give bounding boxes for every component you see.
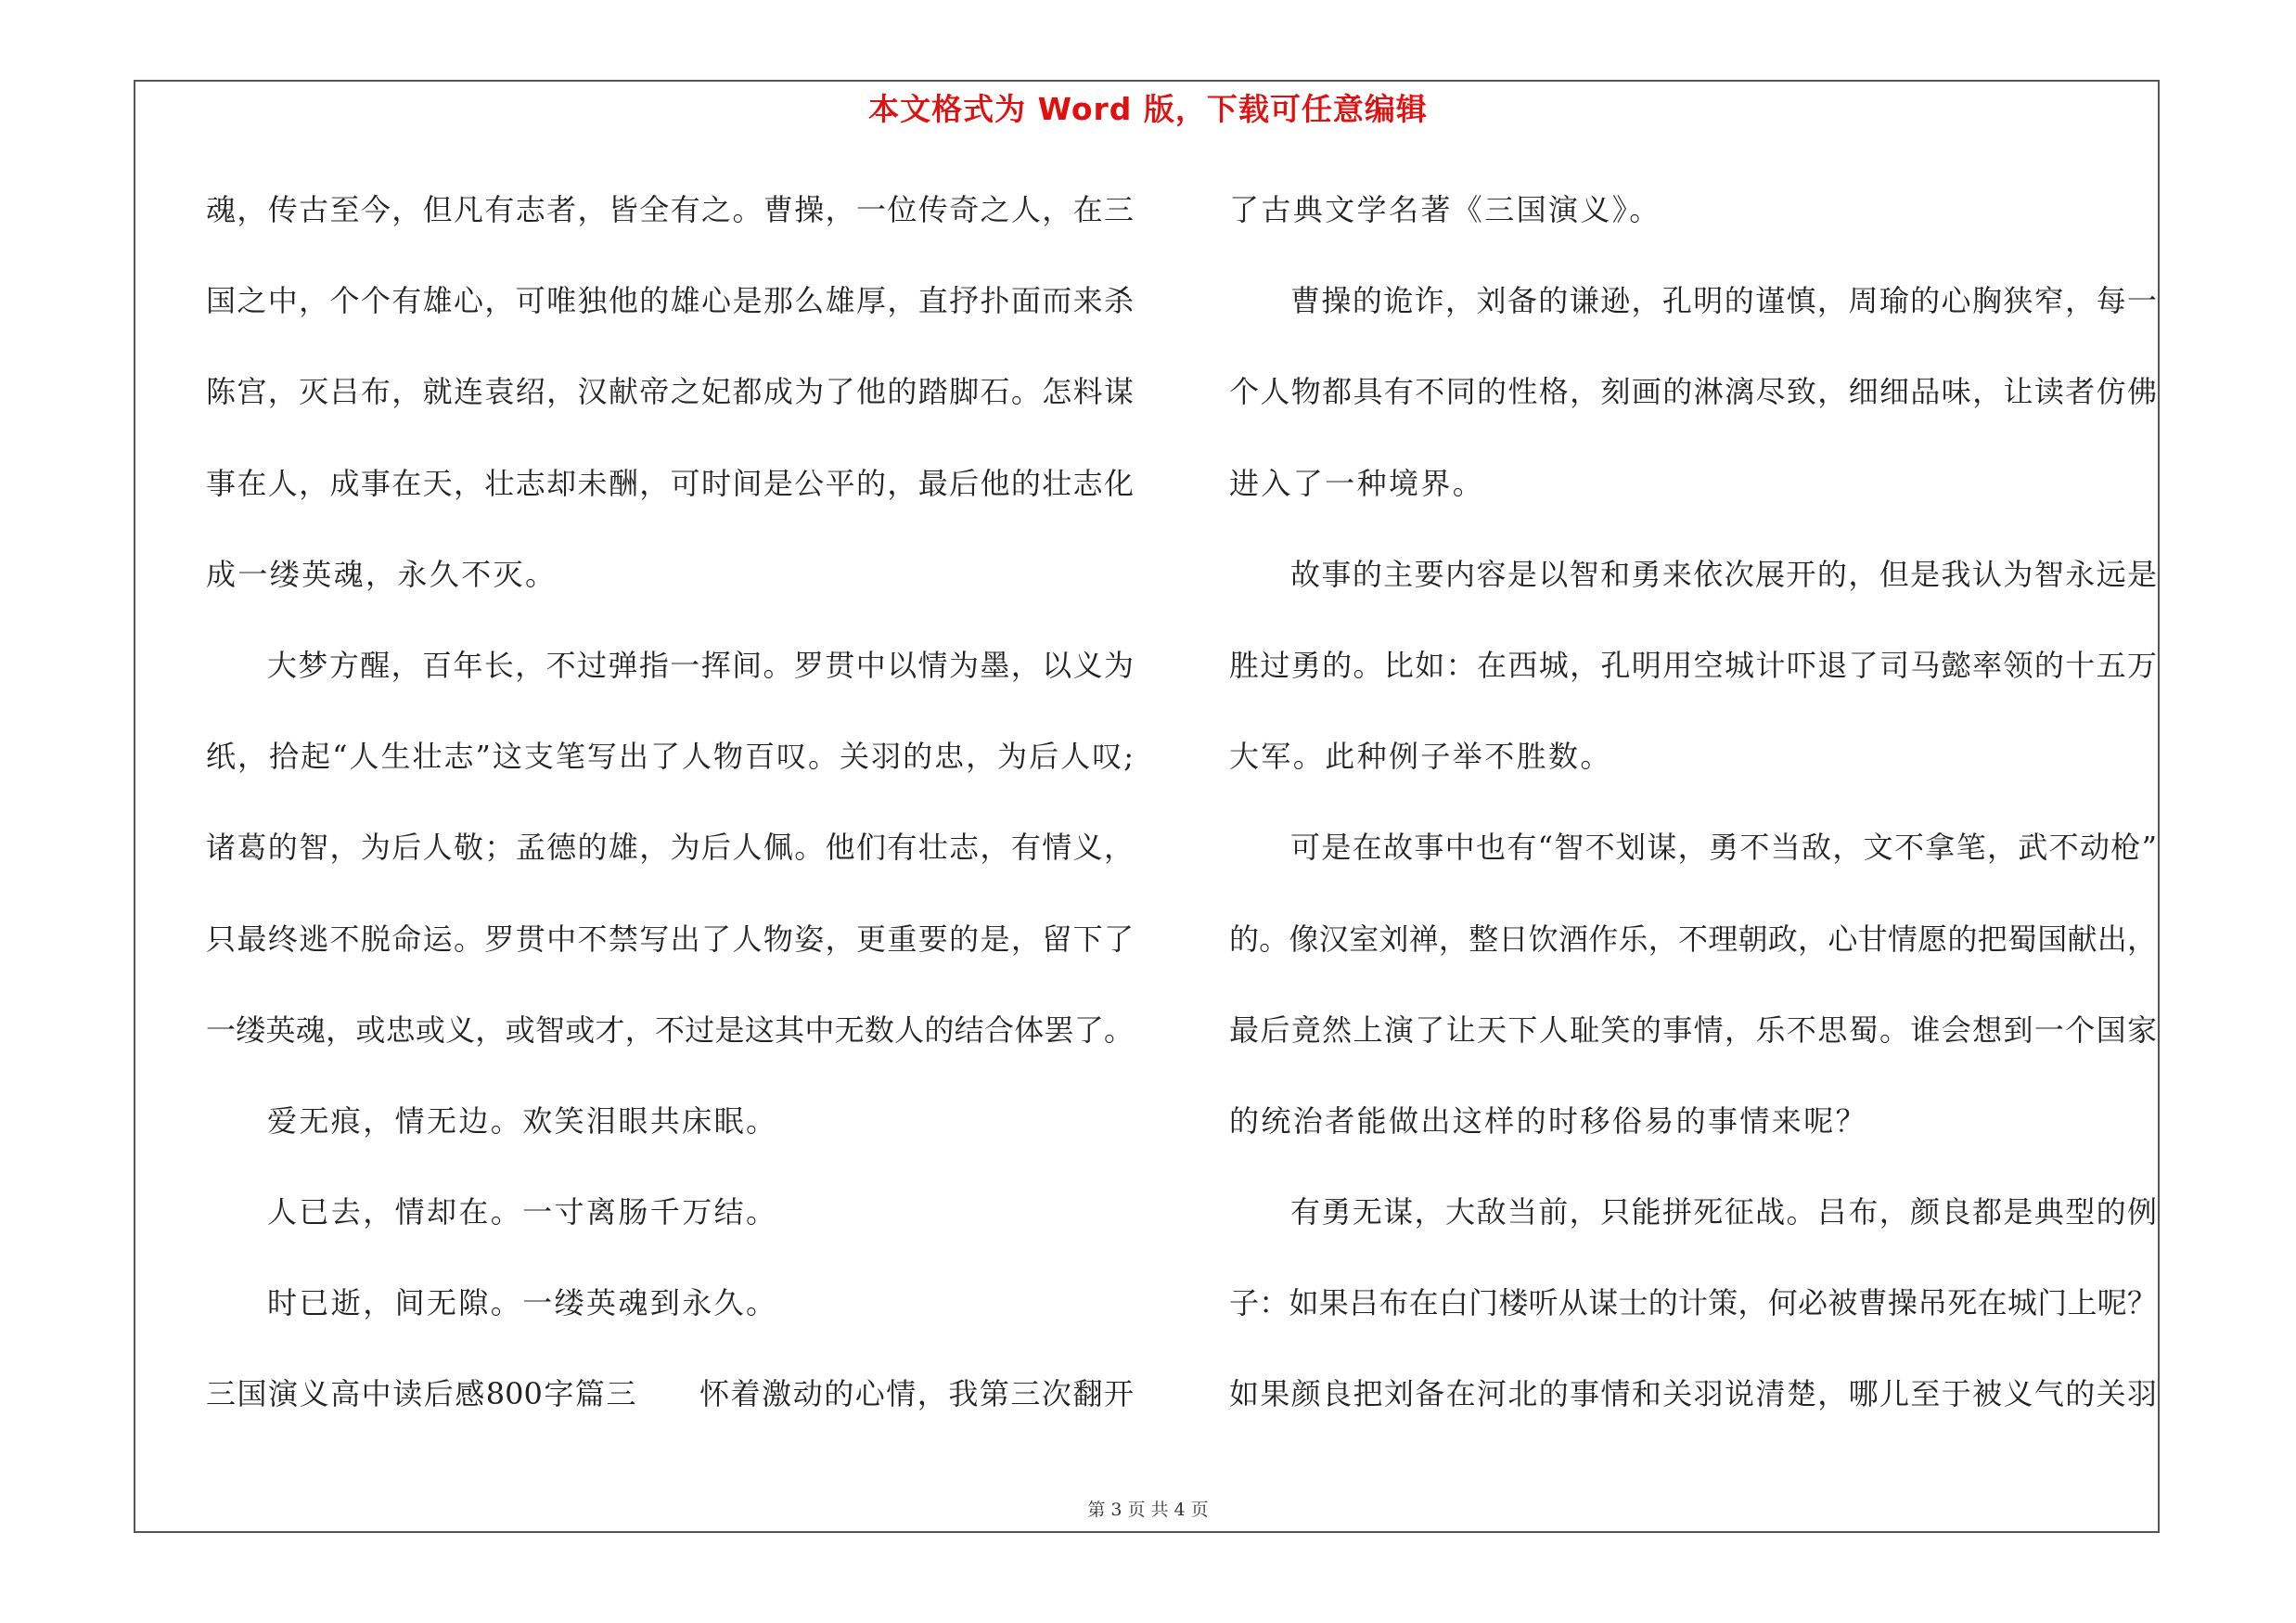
paragraph-start-line: 曹操的诡诈，刘备的谦逊，孔明的谨慎，周瑜的心胸狭窄，每一 <box>1290 283 2157 319</box>
paragraph-start-line: 时已逝，间无隙。一缕英魂到永久。 <box>267 1285 778 1321</box>
page-number-footer: 第 3 页 共 4 页 <box>1087 1500 1209 1520</box>
text-line: 最后竟然上演了让天下人耻笑的事情，乐不思蜀。谁会想到一个国家 <box>1229 1011 2157 1048</box>
text-line: 陈宫，灭吕布，就连袁绍，汉献帝之妃都成为了他的踏脚石。怎料谋 <box>206 374 1134 410</box>
paragraph-start-line: 爱无痕，情无边。欢笑泪眼共床眠。 <box>267 1102 778 1139</box>
text-line: 了古典文学名著《三国演义》。 <box>1229 192 1661 227</box>
text-line: 的。像汉室刘禅，整日饮酒作乐，不理朝政，心甘情愿的把蜀国献出， <box>1229 921 2157 957</box>
text-line: 纸，拾起“人生壮志”这支笔写出了人物百叹。关羽的忠，为后人叹; <box>206 739 1134 775</box>
text-line: 个人物都具有不同的性格，刻画的淋漓尽致，细细品味，让读者仿佛 <box>1229 374 2157 410</box>
text-line: 子：如果吕布在白门楼听从谋士的计策，何必被曹操吊死在城门上呢？ <box>1229 1285 2157 1321</box>
text-line: 国之中，个个有雄心，可唯独他的雄心是那么雄厚，直抒扑面而来杀 <box>206 283 1134 319</box>
text-line: 如果颜良把刘备在河北的事情和关羽说清楚，哪儿至于被义气的关羽 <box>1229 1376 2157 1412</box>
paragraph-start-line: 有勇无谋，大敌当前，只能拼死征战。吕布，颜良都是典型的例 <box>1290 1194 2157 1230</box>
text-line: 一缕英魂，或忠或义，或智或才，不过是这其中无数人的结合体罢了。 <box>206 1011 1134 1048</box>
left-text-column <box>206 182 1134 1458</box>
text-line: 的统治者能做出这样的时移俗易的事情来呢？ <box>1229 1102 1868 1139</box>
text-line: 大军。此种例子举不胜数。 <box>1229 739 1612 775</box>
text-line: 胜过勇的。比如：在西城，孔明用空城计吓退了司马懿率领的十五万 <box>1229 647 2157 683</box>
text-line: 只最终逃不脱命运。罗贯中不禁写出了人物姿，更重要的是，留下了 <box>206 921 1134 957</box>
paragraph-start-line: 人已去，情却在。一寸离肠千万结。 <box>267 1194 778 1230</box>
text-line: 魂，传古至今，但凡有志者，皆全有之。曹操，一位传奇之人，在三 <box>206 192 1134 227</box>
section-heading-line: 三国演义高中读后感800字篇三 怀着激动的心情，我第三次翻开 <box>206 1376 1134 1412</box>
text-line: 诸葛的智，为后人敬；孟德的雄，为后人佩。他们有壮志，有情义， <box>206 830 1134 866</box>
right-text-column <box>1229 182 2157 1458</box>
paragraph-start-line: 可是在故事中也有“智不划谋，勇不当敌，文不拿笔，武不动枪” <box>1290 830 2157 866</box>
text-line: 成一缕英魂，永久不灭。 <box>206 556 558 592</box>
text-line: 事在人，成事在天，壮志却未酬，可时间是公平的，最后他的壮志化 <box>206 465 1134 501</box>
paragraph-start-line: 大梦方醒，百年长，不过弹指一挥间。罗贯中以情为墨，以义为 <box>267 647 1134 683</box>
text-line: 进入了一种境界。 <box>1229 465 1485 501</box>
watermark-banner: 本文格式为 Word 版，下载可任意编辑 <box>868 91 1428 127</box>
paragraph-start-line: 故事的主要内容是以智和勇来依次展开的，但是我认为智永远是 <box>1290 556 2157 592</box>
